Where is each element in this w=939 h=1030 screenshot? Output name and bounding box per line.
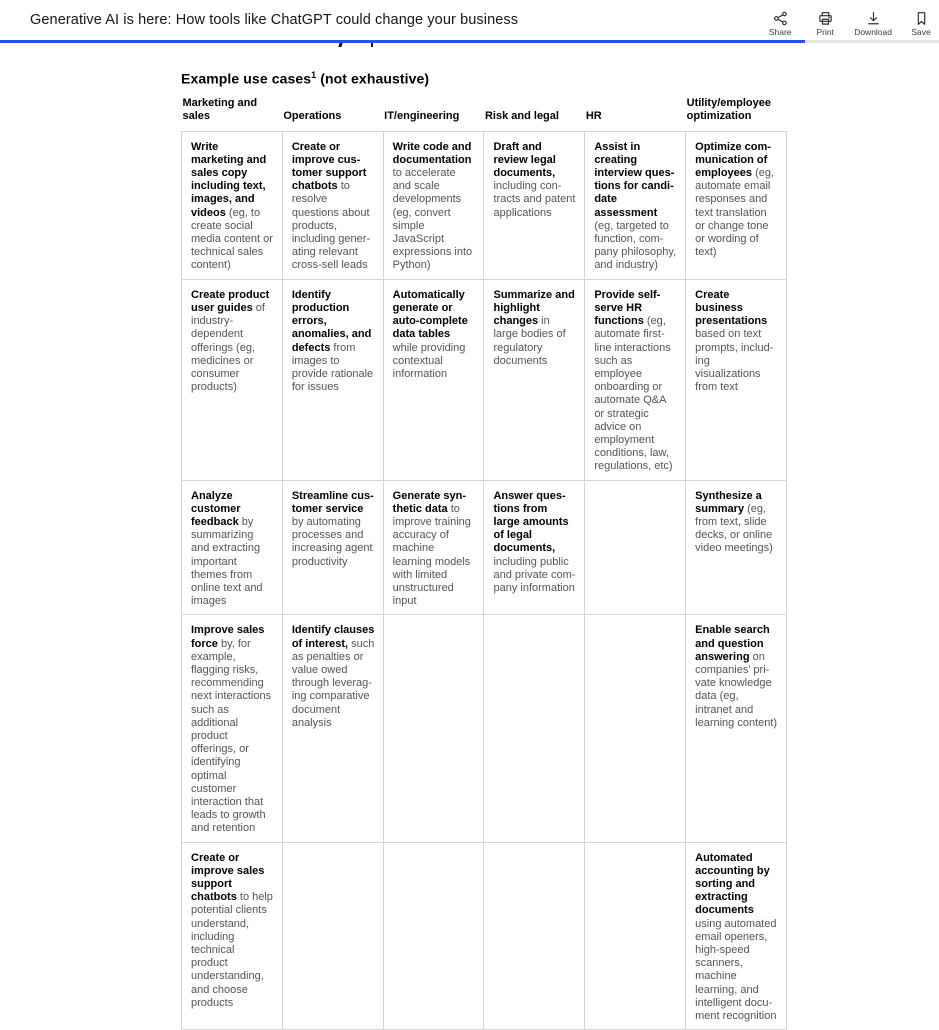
use-case-cell: Create or improve sales support chatbots to help potential clients understand, including technical product understanding, and choose products	[182, 842, 283, 1030]
download-button[interactable]	[854, 11, 892, 37]
share-icon	[773, 11, 788, 26]
use-case-cell: Write code and documentation to accelerate and scale developments (eg, convert simple JavaScript expressions into Python)	[383, 131, 484, 279]
action-label: Print	[816, 27, 834, 37]
use-case-cell: Create or improve customer support chatbots to resolve questions about products, including generating relevant cross-sell leads	[282, 131, 383, 279]
column-header: Operations	[283, 109, 342, 122]
table-row	[182, 131, 787, 279]
exhibit-section	[0, 43, 939, 1030]
use-case-cell: Streamline customer service by automating processes and increasing agent productivity	[282, 480, 383, 615]
use-case-cell: Synthesize a summary (eg, from text, slide decks, or online video meetings)	[686, 480, 787, 615]
column-header: IT/engineering	[384, 109, 460, 122]
exhibit-title-main: Example use cases	[181, 70, 312, 87]
sticky-header	[0, 0, 939, 40]
use-case-cell: Analyze customer feedback by summarizing and extracting important themes from online text and images	[182, 480, 283, 615]
column-header: Utility/employee optimization	[686, 96, 771, 122]
exhibit-title-suffix: (not exhaustive)	[316, 70, 430, 87]
use-case-cell: Summarize and highlight changes in large bodies of regulatory documents	[484, 279, 585, 480]
share-button[interactable]	[764, 11, 796, 37]
print-button[interactable]	[809, 11, 841, 37]
use-case-cell: Improve sales force by, for example, flagging risks, recommending next interactions such as additional product offerings, or identifying optimal customer interaction that leads to growth and retention	[182, 615, 283, 842]
use-case-cell: Provide self-serve HR functions (eg, automate first-line interactions such as employee onboarding or automate Q&A or strategic advice on employment conditions, law, regulations, etc)	[585, 279, 686, 480]
use-case-cell: Identify production errors, anomalies, and defects from images to provide rationale for issues	[282, 279, 383, 480]
use-cases-table	[181, 97, 787, 1030]
empty-cell	[585, 615, 686, 842]
action-label: Save	[911, 27, 931, 37]
action-label: Download	[854, 27, 892, 37]
use-case-cell: Create product user guides of industry-dependent offerings (eg, medicines or consumer products)	[182, 279, 283, 480]
column-header: Marketing and sales	[182, 96, 258, 122]
use-case-cell: Enable search and question answering on companies’ private knowledge data (eg, intranet and learning content)	[686, 615, 787, 842]
empty-cell	[383, 842, 484, 1030]
use-case-cell: Generate synthetic data to improve training accuracy of machine learning models with limited unstructured input	[383, 480, 484, 615]
article-title: Generative AI is here: How tools like ChatGPT could change your business	[30, 12, 519, 28]
use-case-cell: Assist in creating interview questions for candidate assessment (eg, targeted to function, company philosophy, and industry)	[585, 131, 686, 279]
print-icon	[818, 11, 833, 26]
bookmark-icon	[914, 11, 929, 26]
empty-cell	[484, 842, 585, 1030]
use-case-cell: Automatically generate or auto-complete data tables while providing contextual information	[383, 279, 484, 480]
table-row	[182, 615, 787, 842]
empty-cell	[585, 480, 686, 615]
table-row	[182, 480, 787, 615]
use-case-cell: Answer questions from large amounts of legal documents, including public and private company information	[484, 480, 585, 615]
reading-progress-bar	[0, 40, 805, 43]
exhibit-title	[181, 70, 939, 87]
footnote-marker: 1	[311, 70, 317, 80]
action-label: Share	[768, 27, 792, 37]
table-row	[182, 842, 787, 1030]
reading-progress-track	[0, 40, 939, 43]
table-header	[182, 97, 787, 132]
use-case-cell: Automated accounting by sorting and extracting documents using automated email openers, high-speed scanners, machine learning, and intelligent document recognition	[686, 842, 787, 1030]
empty-cell	[585, 842, 686, 1030]
empty-cell	[282, 842, 383, 1030]
column-header: Risk and legal	[484, 109, 559, 122]
use-case-cell: Optimize communication of employees (eg, automate email responses and text translation or change tone or wording of text)	[686, 131, 787, 279]
use-case-cell: Create business presentations based on text prompts, including visualizations from text	[686, 279, 787, 480]
empty-cell	[383, 615, 484, 842]
header-row	[182, 97, 787, 132]
use-case-cell: Identify clauses of interest, such as penalties or value owed through leveraging comparative document analysis	[282, 615, 383, 842]
use-case-cell: Write marketing and sales copy including text, images, and videos (eg, to create social media content or technical sales content)	[182, 131, 283, 279]
header-actions	[764, 3, 937, 37]
table-body	[182, 131, 787, 1030]
use-case-cell: Draft and review legal documents, including contracts and patent applications	[484, 131, 585, 279]
column-header: HR	[585, 109, 602, 122]
download-icon	[866, 11, 881, 26]
clipped-heading-descender	[371, 43, 373, 47]
table-row	[182, 279, 787, 480]
empty-cell	[484, 615, 585, 842]
save-button[interactable]	[905, 11, 937, 37]
